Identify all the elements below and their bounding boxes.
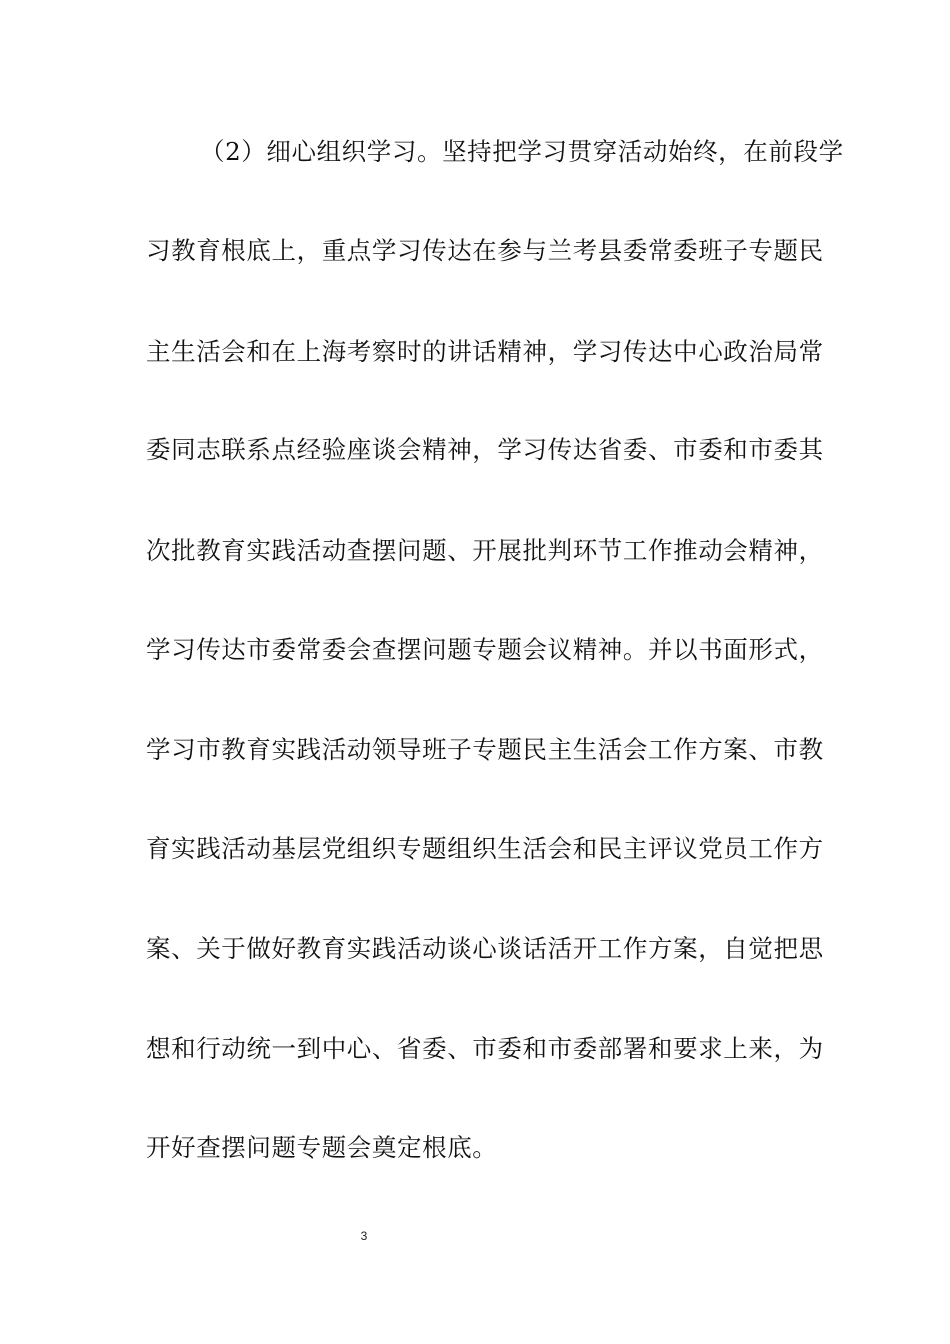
paragraph-line: 案、关于做好教育实践活动谈心谈话活开工作方案，自觉把思 [146,934,824,963]
paragraph-line: 委同志联系点经验座谈会精神，学习传达省委、市委和市委其 [146,435,824,464]
paragraph-line: 学习市教育实践活动领导班子专题民主生活会工作方案、市教 [146,735,824,764]
paragraph-line: 想和行动统一到中心、省委、市委和市委部署和要求上来，为 [146,1034,824,1063]
paragraph-line: 主生活会和在上海考察时的讲话精神，学习传达中心政治局常 [146,337,824,366]
paragraph-line: 次批教育实践活动查摆问题、开展批判环节工作推动会精神， [146,536,824,565]
paragraph-line: 育实践活动基层党组织专题组织生活会和民主评议党员工作方 [146,834,824,863]
paragraph-line: 习教育根底上，重点学习传达在参与兰考县委常委班子专题民 [146,236,824,265]
paragraph-line: 开好查摆问题专题会奠定根底。 [146,1133,498,1162]
paragraph-line: （2）细心组织学习。坚持把学习贯穿活动始终，在前段学 [200,137,844,166]
paragraph-line: 学习传达市委常委会查摆问题专题会议精神。并以书面形式， [146,635,824,664]
page-number: 3 [360,1229,368,1243]
